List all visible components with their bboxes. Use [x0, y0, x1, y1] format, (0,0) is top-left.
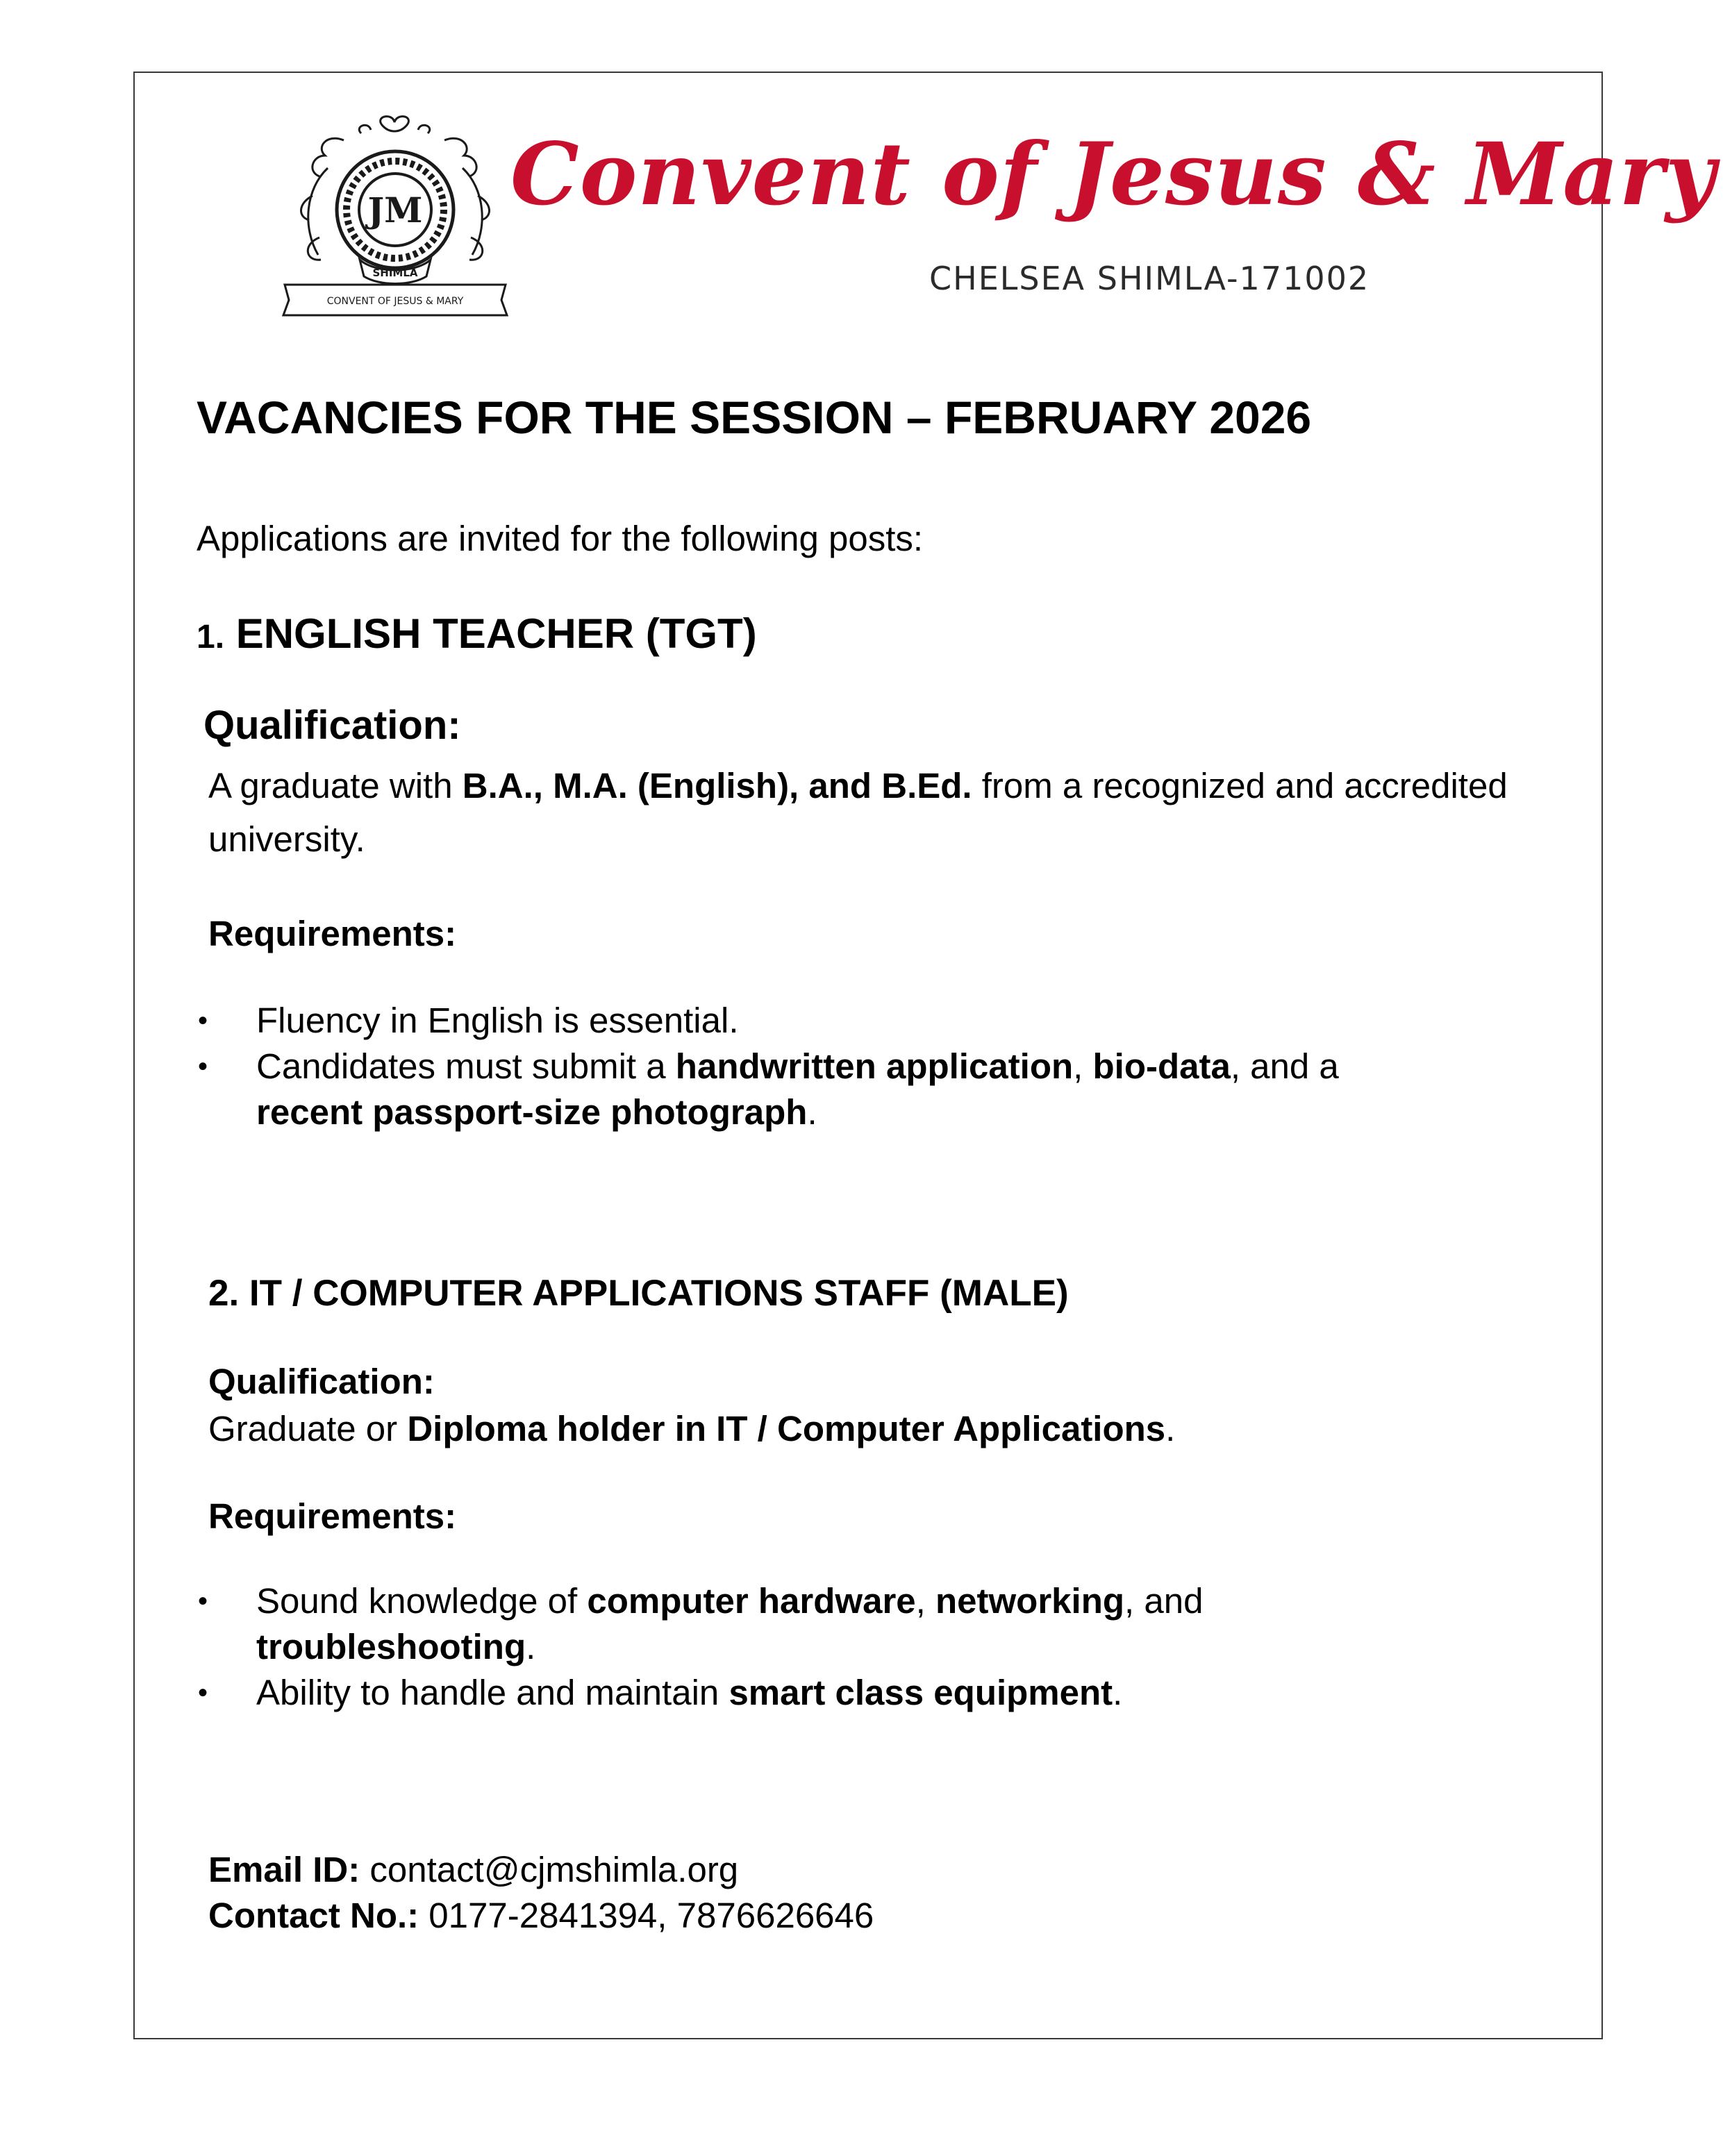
item-bold: networking: [935, 1581, 1125, 1621]
item-bold: recent passport-size photograph: [256, 1092, 808, 1132]
item-text: ,: [1073, 1046, 1093, 1086]
qual-text: A graduate with: [208, 766, 463, 805]
item-text: , and: [1124, 1581, 1204, 1621]
post2-qualification-label: Qualification:: [208, 1362, 435, 1401]
item-bold: smart class equipment: [729, 1673, 1113, 1712]
school-address: CHELSEA SHIMLA-171002: [929, 260, 1370, 297]
qual-bold: B.A., M.A. (English), and B.Ed.: [462, 766, 972, 805]
phone-number: 0177-2841394, 7876626646: [419, 1896, 874, 1935]
contact-block: [208, 1847, 874, 1939]
post2-requirements-list: [198, 1578, 1559, 1716]
phone-line: [208, 1893, 874, 1939]
school-name: Convent of Jesus & Mary: [510, 124, 1716, 225]
item-text: .: [1113, 1673, 1123, 1712]
item-bold: computer hardware: [587, 1581, 916, 1621]
phone-label: Contact No.:: [208, 1896, 419, 1935]
intro-text: Applications are invited for the following posts:: [197, 519, 924, 558]
post2-qualification-text: [208, 1407, 1175, 1450]
item-text: .: [526, 1627, 536, 1666]
qual-text: .: [1165, 1409, 1176, 1448]
seal-ribbon-text: CONVENT OF JESUS & MARY: [326, 296, 464, 307]
post2-heading: 2. IT / COMPUTER APPLICATIONS STAFF (MALE): [208, 1273, 1069, 1314]
item-text: .: [807, 1092, 817, 1132]
page-title: VACANCIES FOR THE SESSION – FEBRUARY 2026: [197, 392, 1312, 443]
email-line: [208, 1847, 874, 1893]
post2-requirements-label: Requirements:: [208, 1496, 457, 1536]
post1-qualification-label: Qualification:: [203, 703, 461, 748]
email-address: contact@cjmshimla.org: [360, 1850, 739, 1889]
qual-text: Graduate or: [208, 1409, 408, 1448]
school-seal-logo: [278, 112, 513, 324]
list-item: [198, 1670, 1559, 1716]
item-text: Ability to handle and maintain: [256, 1673, 729, 1712]
item-bold: bio-data: [1092, 1046, 1231, 1086]
item-text: Fluency in English is essential.: [256, 1001, 739, 1040]
bullet-icon: •: [198, 1051, 208, 1082]
item-bold: troubleshooting: [256, 1627, 526, 1666]
qual-bold: Diploma holder in IT / Computer Applications: [407, 1409, 1166, 1448]
email-label: Email ID:: [208, 1850, 360, 1889]
bullet-icon: •: [198, 1586, 208, 1616]
post1-requirements-label: Requirements:: [208, 914, 457, 953]
item-text: Candidates must submit a: [256, 1046, 676, 1086]
bullet-icon: •: [198, 1678, 208, 1708]
list-item: [198, 998, 1559, 1044]
seal-inner-text: SHIMLA: [372, 267, 418, 279]
post1-requirements-list: [198, 998, 1559, 1135]
list-item: [198, 1044, 1559, 1135]
post1-qualification-text: [208, 759, 1563, 866]
item-text: , and a: [1230, 1046, 1339, 1086]
post1-number: 1.: [197, 619, 225, 655]
item-bold: handwritten application: [675, 1046, 1074, 1086]
item-text: Sound knowledge of: [256, 1581, 588, 1621]
qual-text: from a recognized and accredited university.: [208, 766, 1508, 859]
post1-heading: [197, 609, 757, 659]
list-item: [198, 1578, 1559, 1670]
item-text: ,: [915, 1581, 935, 1621]
post1-title: ENGLISH TEACHER (TGT): [235, 610, 757, 657]
seal-monogram: JM: [367, 190, 423, 231]
bullet-icon: •: [198, 1005, 208, 1036]
